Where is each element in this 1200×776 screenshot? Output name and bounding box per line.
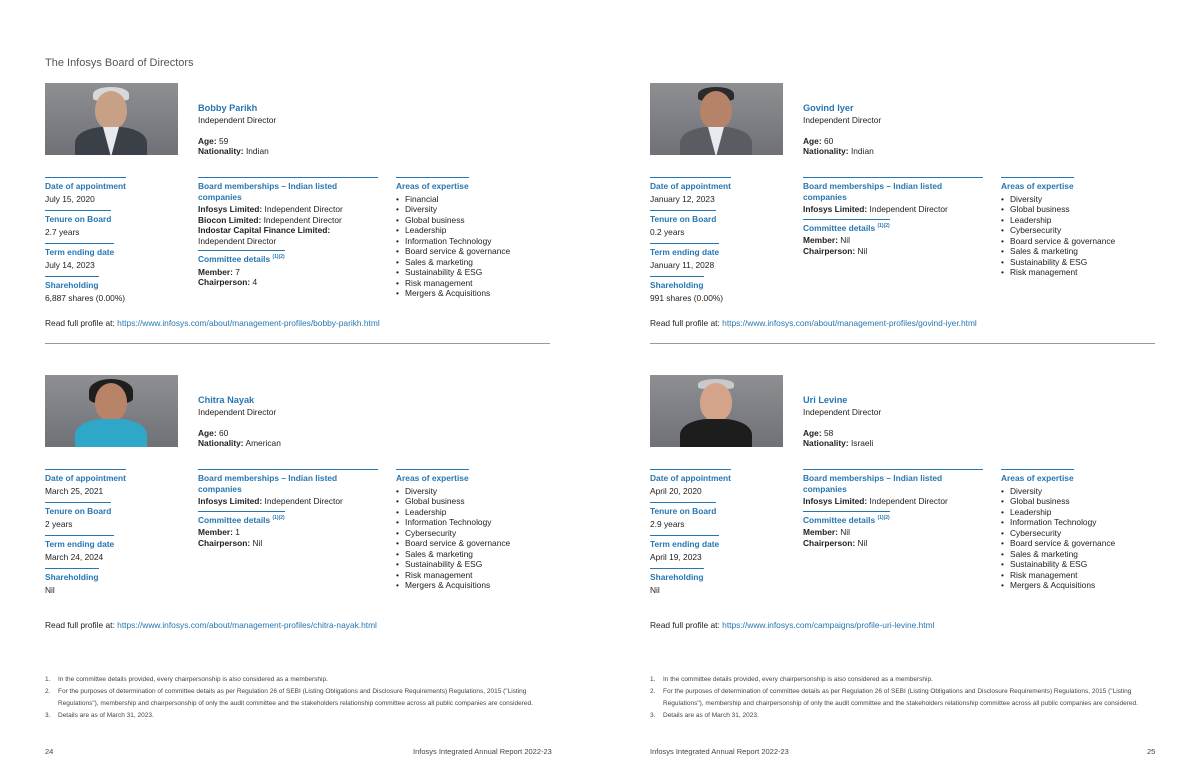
director-nationality: Nationality: Israeli	[803, 438, 874, 448]
term-ending-value: July 14, 2023	[45, 259, 95, 270]
footnotes	[45, 674, 555, 722]
section-heading: Date of appointment	[650, 177, 731, 192]
appointment-date: January 12, 2023	[650, 193, 715, 204]
director-nationality: Nationality: American	[198, 438, 281, 448]
footnotes	[650, 674, 1160, 722]
footnote: 1. In the committee details provided, every chairpersonship is also considered as a membership.	[45, 676, 328, 683]
report-name: Infosys Integrated Annual Report 2022-23	[413, 747, 552, 756]
expertise-item: • Financial	[396, 194, 556, 205]
read-full-profile: Read full profile at: https://www.infosys.com/about/management-profiles/bobby-parikh.html	[45, 318, 380, 328]
section-heading: Term ending date	[45, 243, 114, 258]
section-heading: Board memberships – Indian listed companies	[198, 469, 378, 494]
expertise-item: • Leadership	[396, 225, 556, 236]
expertise-list	[396, 486, 556, 591]
section-heading: Areas of expertise	[1001, 177, 1074, 192]
expertise-item: • Mergers & Acquisitions	[396, 288, 556, 299]
expertise-item: • Mergers & Acquisitions	[1001, 580, 1161, 591]
expertise-item: • Global business	[1001, 204, 1161, 215]
tenure-value: 2.9 years	[650, 518, 685, 529]
section-heading: Areas of expertise	[1001, 469, 1074, 484]
expertise-list	[1001, 194, 1161, 278]
director-photo	[45, 375, 178, 447]
expertise-item: • Diversity	[396, 204, 556, 215]
board-membership-item: Infosys Limited: Independent Director	[803, 496, 948, 506]
director-photo	[45, 83, 178, 155]
appointment-date: March 25, 2021	[45, 485, 104, 496]
footnote: 2. For the purposes of determination of committee details as per Regulation 26 of SEBI (Listing Obligations and Disclosure Requirements) Regulations, 2015 ("Listing Regulations"), membership and chairpersonship of only the audit committee and the stakeholders relationship committee across all public companies are considered.	[650, 688, 1138, 707]
section-heading: Tenure on Board	[650, 210, 716, 225]
committee-chairperson: Chairperson: Nil	[198, 537, 263, 548]
director-age: Age: 60	[198, 428, 229, 438]
section-heading: Tenure on Board	[45, 502, 111, 517]
expertise-item: • Diversity	[1001, 194, 1161, 205]
director-profile	[45, 375, 555, 645]
director-age: Age: 60	[803, 136, 834, 146]
tenure-details	[650, 174, 790, 306]
profile-link[interactable]: https://www.infosys.com/about/management-profiles/govind-iyer.html	[722, 318, 977, 328]
section-heading: Shareholding	[650, 276, 704, 291]
director-name: Bobby Parikh	[198, 103, 258, 113]
expertise-item: • Sustainability & ESG	[1001, 559, 1161, 570]
profile-link[interactable]: https://www.infosys.com/about/management-profiles/bobby-parikh.html	[117, 318, 380, 328]
read-full-profile: Read full profile at: https://www.infosys.com/about/management-profiles/chitra-nayak.html	[45, 620, 377, 630]
board-memberships	[198, 466, 378, 548]
tenure-details	[650, 466, 790, 598]
expertise-item: • Global business	[396, 215, 556, 226]
committee-chairperson: Chairperson: 4	[198, 277, 258, 287]
areas-of-expertise	[396, 174, 556, 299]
board-membership-item: Indostar Capital Finance Limited: Independent Director	[198, 225, 331, 246]
expertise-item: • Sustainability & ESG	[396, 267, 556, 278]
areas-of-expertise	[1001, 174, 1161, 278]
expertise-item: • Risk management	[396, 570, 556, 581]
expertise-item: • Sustainability & ESG	[1001, 257, 1161, 268]
expertise-item: • Risk management	[396, 278, 556, 289]
section-heading: Committee details $^{(1)(2)}$	[803, 219, 890, 234]
section-heading: Tenure on Board	[650, 502, 716, 517]
director-role: Independent Director	[803, 115, 882, 125]
expertise-item: • Leadership	[1001, 507, 1161, 518]
tenure-details	[45, 174, 185, 306]
director-profile	[45, 83, 555, 353]
director-nationality: Nationality: Indian	[803, 146, 874, 156]
shareholding-value: 991 shares (0.00%)	[650, 292, 724, 303]
shareholding-value: Nil	[45, 584, 55, 595]
director-photo	[650, 375, 783, 447]
term-ending-value: April 19, 2023	[650, 551, 702, 562]
director-name: Govind Iyer	[803, 103, 854, 113]
shareholding-value: 6,887 shares (0.00%)	[45, 292, 126, 303]
board-membership-item: Infosys Limited: Independent Director	[198, 496, 343, 506]
director-profile	[650, 83, 1160, 353]
read-full-profile: Read full profile at: https://www.infosys.com/about/management-profiles/govind-iyer.html	[650, 318, 977, 328]
board-memberships	[803, 466, 983, 548]
expertise-item: • Mergers & Acquisitions	[396, 580, 556, 591]
term-ending-value: March 24, 2024	[45, 551, 104, 562]
section-heading: Shareholding	[650, 568, 704, 583]
section-heading: Areas of expertise	[396, 177, 469, 192]
expertise-item: • Leadership	[1001, 215, 1161, 226]
expertise-item: • Board service & governance	[396, 246, 556, 257]
committee-member: Member: 1	[198, 527, 240, 537]
profile-link[interactable]: https://www.infosys.com/campaigns/profile-uri-levine.html	[722, 620, 935, 630]
read-full-profile: Read full profile at: https://www.infosys.com/campaigns/profile-uri-levine.html	[650, 620, 935, 630]
profile-link[interactable]: https://www.infosys.com/about/management-profiles/chitra-nayak.html	[117, 620, 377, 630]
expertise-item: • Leadership	[396, 507, 556, 518]
expertise-item: • Information Technology	[396, 236, 556, 247]
expertise-item: • Board service & governance	[1001, 538, 1161, 549]
footnote: 3. Details are as of March 31, 2023.	[45, 712, 154, 719]
director-age: Age: 58	[803, 428, 834, 438]
section-heading: Date of appointment	[45, 469, 126, 484]
section-heading: Date of appointment	[45, 177, 126, 192]
section-heading: Board memberships – Indian listed companies	[198, 177, 378, 202]
section-heading: Date of appointment	[650, 469, 731, 484]
director-name: Chitra Nayak	[198, 395, 255, 405]
director-profile	[650, 375, 1160, 645]
page-number: 24	[45, 747, 54, 756]
expertise-item: • Sales & marketing	[1001, 549, 1161, 560]
board-memberships	[198, 174, 378, 288]
expertise-item: • Information Technology	[1001, 517, 1161, 528]
expertise-item: • Information Technology	[396, 517, 556, 528]
tenure-value: 2 years	[45, 518, 73, 529]
term-ending-value: January 11, 2028	[650, 259, 715, 270]
section-heading: Board memberships – Indian listed companies	[803, 469, 983, 494]
board-membership-item: Infosys Limited: Independent Director	[198, 204, 343, 214]
footnote: 1. In the committee details provided, every chairpersonship is also considered as a membership.	[650, 676, 933, 683]
areas-of-expertise	[1001, 466, 1161, 591]
section-heading: Tenure on Board	[45, 210, 111, 225]
shareholding-value: Nil	[650, 584, 660, 595]
section-heading: Areas of expertise	[396, 469, 469, 484]
committee-chairperson: Chairperson: Nil	[803, 245, 868, 256]
expertise-item: • Cybersecurity	[396, 528, 556, 539]
expertise-item: • Risk management	[1001, 570, 1161, 581]
page-title: The Infosys Board of Directors	[45, 57, 194, 69]
expertise-item: • Sustainability & ESG	[396, 559, 556, 570]
section-heading: Committee details $^{(1)(2)}$	[198, 511, 285, 526]
expertise-item: • Cybersecurity	[1001, 225, 1161, 236]
section-heading: Term ending date	[650, 535, 719, 550]
committee-member: Member: Nil	[803, 527, 851, 537]
section-heading: Board memberships – Indian listed companies	[803, 177, 983, 202]
appointment-date: July 15, 2020	[45, 193, 95, 204]
director-age: Age: 59	[198, 136, 229, 146]
director-nationality: Nationality: Indian	[198, 146, 269, 156]
expertise-item: • Sales & marketing	[396, 257, 556, 268]
expertise-list	[1001, 486, 1161, 591]
expertise-item: • Global business	[396, 496, 556, 507]
board-memberships	[803, 174, 983, 256]
section-heading: Shareholding	[45, 568, 99, 583]
board-membership-item: Infosys Limited: Independent Director	[803, 204, 948, 214]
section-heading: Term ending date	[650, 243, 719, 258]
section-heading: Committee details $^{(1)(2)}$	[198, 250, 285, 265]
appointment-date: April 20, 2020	[650, 485, 702, 496]
director-role: Independent Director	[803, 407, 882, 417]
board-membership-item: Biocon Limited: Independent Director	[198, 214, 342, 225]
section-divider	[650, 343, 1155, 344]
footnote: 2. For the purposes of determination of committee details as per Regulation 26 of SEBI (Listing Obligations and Disclosure Requirements) Regulations, 2015 ("Listing Regulations"), membership and chairpersonship of only the audit committee and the stakeholders relationship committee across all public companies are considered.	[45, 688, 533, 707]
expertise-item: • Diversity	[396, 486, 556, 497]
tenure-value: 0.2 years	[650, 226, 685, 237]
expertise-item: • Board service & governance	[1001, 236, 1161, 247]
tenure-details	[45, 466, 185, 598]
tenure-value: 2.7 years	[45, 226, 80, 237]
committee-chairperson: Chairperson: Nil	[803, 537, 868, 548]
section-heading: Shareholding	[45, 276, 99, 291]
committee-member: Member: 7	[198, 266, 240, 277]
section-divider	[45, 343, 550, 344]
areas-of-expertise	[396, 466, 556, 591]
expertise-item: • Global business	[1001, 496, 1161, 507]
director-role: Independent Director	[198, 407, 277, 417]
expertise-item: • Board service & governance	[396, 538, 556, 549]
director-photo	[650, 83, 783, 155]
expertise-item: • Cybersecurity	[1001, 528, 1161, 539]
expertise-item: • Sales & marketing	[1001, 246, 1161, 257]
director-name: Uri Levine	[803, 395, 848, 405]
director-role: Independent Director	[198, 115, 277, 125]
page-number: 25	[1147, 747, 1156, 756]
section-heading: Term ending date	[45, 535, 114, 550]
expertise-item: • Sales & marketing	[396, 549, 556, 560]
expertise-list	[396, 194, 556, 299]
expertise-item: • Diversity	[1001, 486, 1161, 497]
committee-member: Member: Nil	[803, 235, 851, 245]
section-heading: Committee details $^{(1)(2)}$	[803, 511, 890, 526]
report-name: Infosys Integrated Annual Report 2022-23	[650, 747, 789, 756]
expertise-item: • Risk management	[1001, 267, 1161, 278]
footnote: 3. Details are as of March 31, 2023.	[650, 712, 759, 719]
